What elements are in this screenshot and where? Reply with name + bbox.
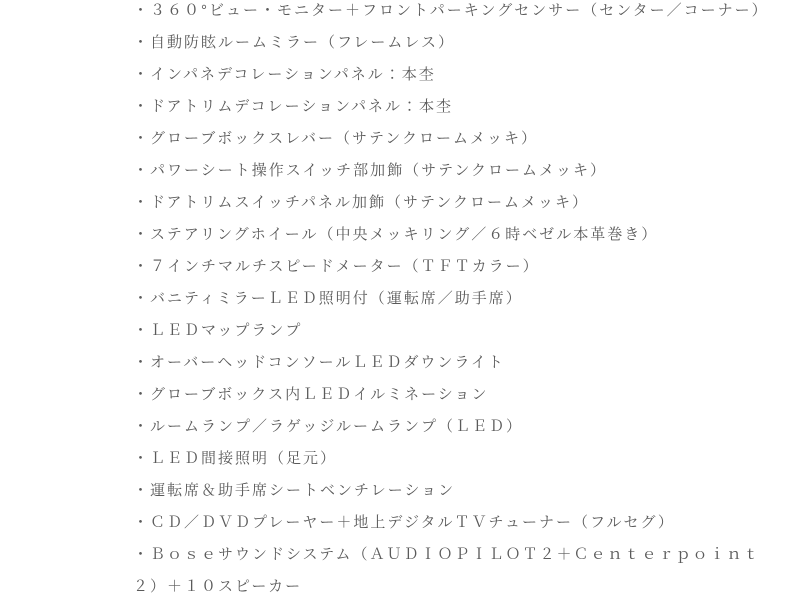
list-item: ・グローブボックス内ＬＥＤイルミネーション [133, 386, 489, 403]
list-item: ・バニティミラーＬＥＤ照明付（運転席／助手席） [133, 290, 523, 307]
list-item: ・運転席＆助手席シートベンチレーション [133, 482, 456, 499]
list-item: ・ＬＥＤ間接照明（足元） [133, 450, 338, 467]
list-item: ・３６０°ビュー・モニター＋フロントパーキングセンサー（センター／コーナー） [133, 2, 769, 19]
list-item: ・パワーシート操作スイッチ部加飾（サテンクロームメッキ） [133, 162, 608, 179]
list-item: ・オーバーヘッドコンソールＬＥＤダウンライト [133, 354, 505, 371]
list-item: ・ドアトリムデコレーションパネル：本杢 [133, 98, 454, 115]
feature-list [133, 0, 783, 600]
list-item: ・自動防眩ルームミラー（フレームレス） [133, 34, 455, 51]
list-item: ・ＣＤ／ＤＶＤプレーヤー＋地上デジタルＴＶチューナー（フルセグ） [133, 514, 675, 531]
list-item: ・ドアトリムスイッチパネル加飾（サテンクロームメッキ） [133, 194, 590, 211]
list-item: ・ステアリングホイール（中央メッキリング／６時ベゼル本革巻き） [133, 226, 659, 243]
list-item: ・７インチマルチスピードメーター（ＴＦＴカラー） [133, 258, 540, 275]
list-item: ・ルームランプ／ラゲッジルームランプ（ＬＥＤ） [133, 418, 524, 435]
list-item: ・グローブボックスレバー（サテンクロームメッキ） [133, 130, 539, 147]
list-item: ・インパネデコレーションパネル：本杢 [133, 66, 436, 83]
list-item: ・Ｂｏｓｅサウンドシステム（ＡＵＤＩＯＰＩＬＯＴ２＋Ｃｅｎｔｅｒｐｏｉｎｔ２）＋１０スピーカー [133, 546, 761, 595]
list-item: ・ＬＥＤマップランプ [133, 322, 303, 339]
